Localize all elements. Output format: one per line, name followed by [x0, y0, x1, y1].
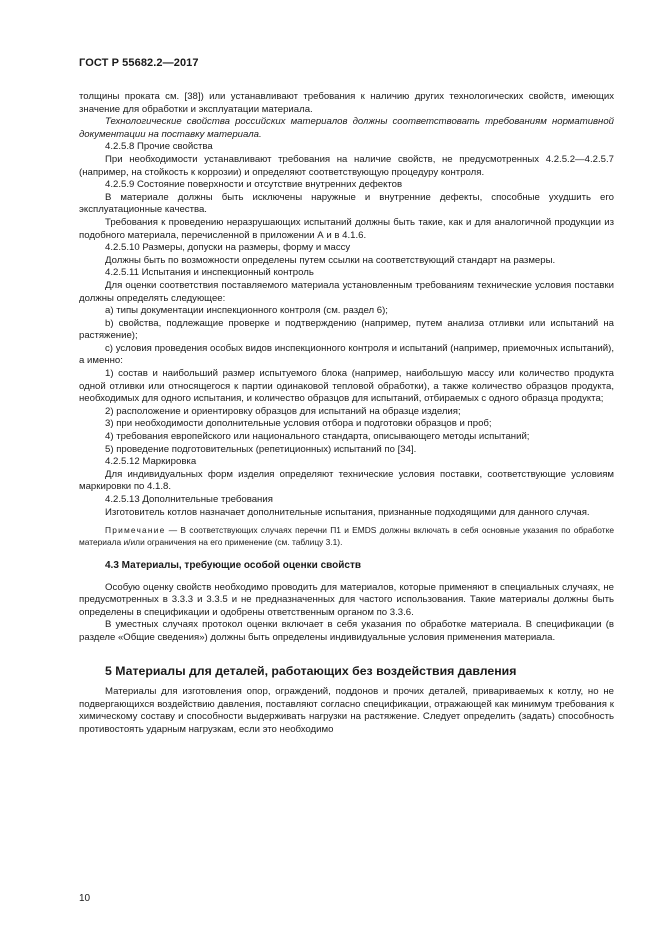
subsection-heading: 4.2.5.10 Размеры, допуски на размеры, форму и массу — [105, 242, 351, 254]
document-header: ГОСТ Р 55682.2—2017 — [79, 57, 199, 69]
subsection-heading: 4.2.5.9 Состояние поверхности и отсутствие внутренних дефектов — [105, 179, 403, 191]
italic-paragraph: Технологические свойства российских материалов должны соответствовать требованиям нормативной документации на поставку материала. — [79, 116, 614, 140]
paragraph: Материалы для изготовления опор, ограждений, поддонов и прочих деталей, привариваемых к котлу, но не подвергающихся воздействию давления, поставляют согласно спецификации, отражающей как минимум требования к химическому составу и способности выдерживать нагрузки на растяжение. Следует определить (задать) способность противостоять ударным нагрузкам, если это необходимо — [79, 686, 614, 735]
paragraph: толщины проката см. [38]) или устанавливают требования к наличию других технологических свойств, имеющих значение для обработки и эксплуатации материала. — [79, 91, 614, 115]
list-item: a) типы документации инспекционного контроля (см. раздел 6); — [105, 305, 388, 317]
paragraph: Для индивидуальных форм изделия определяют технические условия поставки, соответствующие условиям маркировки по 4.1.8. — [79, 468, 614, 493]
paragraph: В материале должны быть исключены наружные и внутренние дефекты, способные ухудшить его эксплуатационные качества. — [79, 191, 614, 216]
subsection-heading: 4.2.5.11 Испытания и инспекционный контроль — [105, 267, 314, 279]
subsection-heading: 4.2.5.8 Прочие свойства — [105, 141, 213, 153]
subsection-heading: 4.2.5.12 Маркировка — [105, 456, 197, 468]
note-label: Примечание — [105, 525, 166, 536]
paragraph: Для оценки соответствия поставляемого материала установленным требованиям технические условия поставки должны определять следующее: — [79, 279, 614, 304]
paragraph: Должны быть по возможности определены путем ссылки на соответствующий стандарт на размеры. — [105, 254, 556, 266]
document-body — [79, 91, 614, 737]
paragraph: В уместных случаях протокол оценки включает в себя указания по обработке материала. В спецификации (в разделе «Общие сведения») должны быть определены индивидуальные условия применения материала. — [79, 619, 614, 643]
paragraph: Требования к проведению неразрушающих испытаний должны быть такие, как и для аналогичной продукции из подобного материала, перечисленной в приложении А и в 4.1.6. — [79, 216, 614, 241]
section-heading-4-3: 4.3 Материалы, требующие особой оценки свойств — [105, 560, 362, 571]
paragraph: Изготовитель котлов назначает дополнительные испытания, признанные подходящими для данного случая. — [105, 506, 590, 518]
section-heading-5: 5 Материалы для деталей, работающих без воздействия давления — [105, 663, 517, 678]
subsection-heading: 4.2.5.13 Дополнительные требования — [105, 494, 273, 505]
paragraph: При необходимости устанавливают требования на наличие свойств, не предусмотренных 4.2.5.2—4.2.5.7 (например, на стойкость к коррозии) и определяют соответствующую процедуру контроля. — [79, 153, 614, 178]
page-number: 10 — [79, 893, 91, 904]
note-text: — В соответствующих случаях перечни П1 и EMDS должны включать в себя основные указания по обработке материала и/или ограничения на его применение (см. таблицу 3.1). — [79, 525, 614, 547]
list-item: b) свойства, подлежащие проверке и подтверждению (например, путем анализа отливки или испытаний на растяжение); — [79, 317, 614, 342]
list-item: 1) состав и наибольший размер испытуемого блока (например, наибольшую массу или количество продукта одной отливки или относящегося к партии одинаковой тепловой обработки), а также количество образцов продукта, необходимых для одного испытания, и количество образцов для испытаний, отбираемых с одного образца продукта; — [79, 368, 614, 405]
note — [79, 525, 614, 548]
list-item: c) условия проведения особых видов инспекционного контроля и испытаний (например, приемочных испытаний), а именно: — [79, 342, 614, 367]
list-item: 3) при необходимости дополнительные условия отбора и подготовки образцов и проб; — [105, 418, 492, 430]
list-item: 2) расположение и ориентировку образцов для испытаний на образце изделия; — [105, 405, 461, 417]
paragraph: Особую оценку свойств необходимо проводить для материалов, которые применяют в специальных случаях, не предусмотренных в 3.3.3 и 3.3.5 и не предназначенных для частого использования. Такие материалы должны быть определены в спецификации и одобрены ответственным органом по 3.3.6. — [79, 581, 614, 618]
list-item: 4) требования европейского или национального стандарта, описывающего методы испытаний; — [105, 431, 530, 443]
list-item: 5) проведение подготовительных (репетиционных) испытаний по [34]. — [105, 443, 417, 455]
